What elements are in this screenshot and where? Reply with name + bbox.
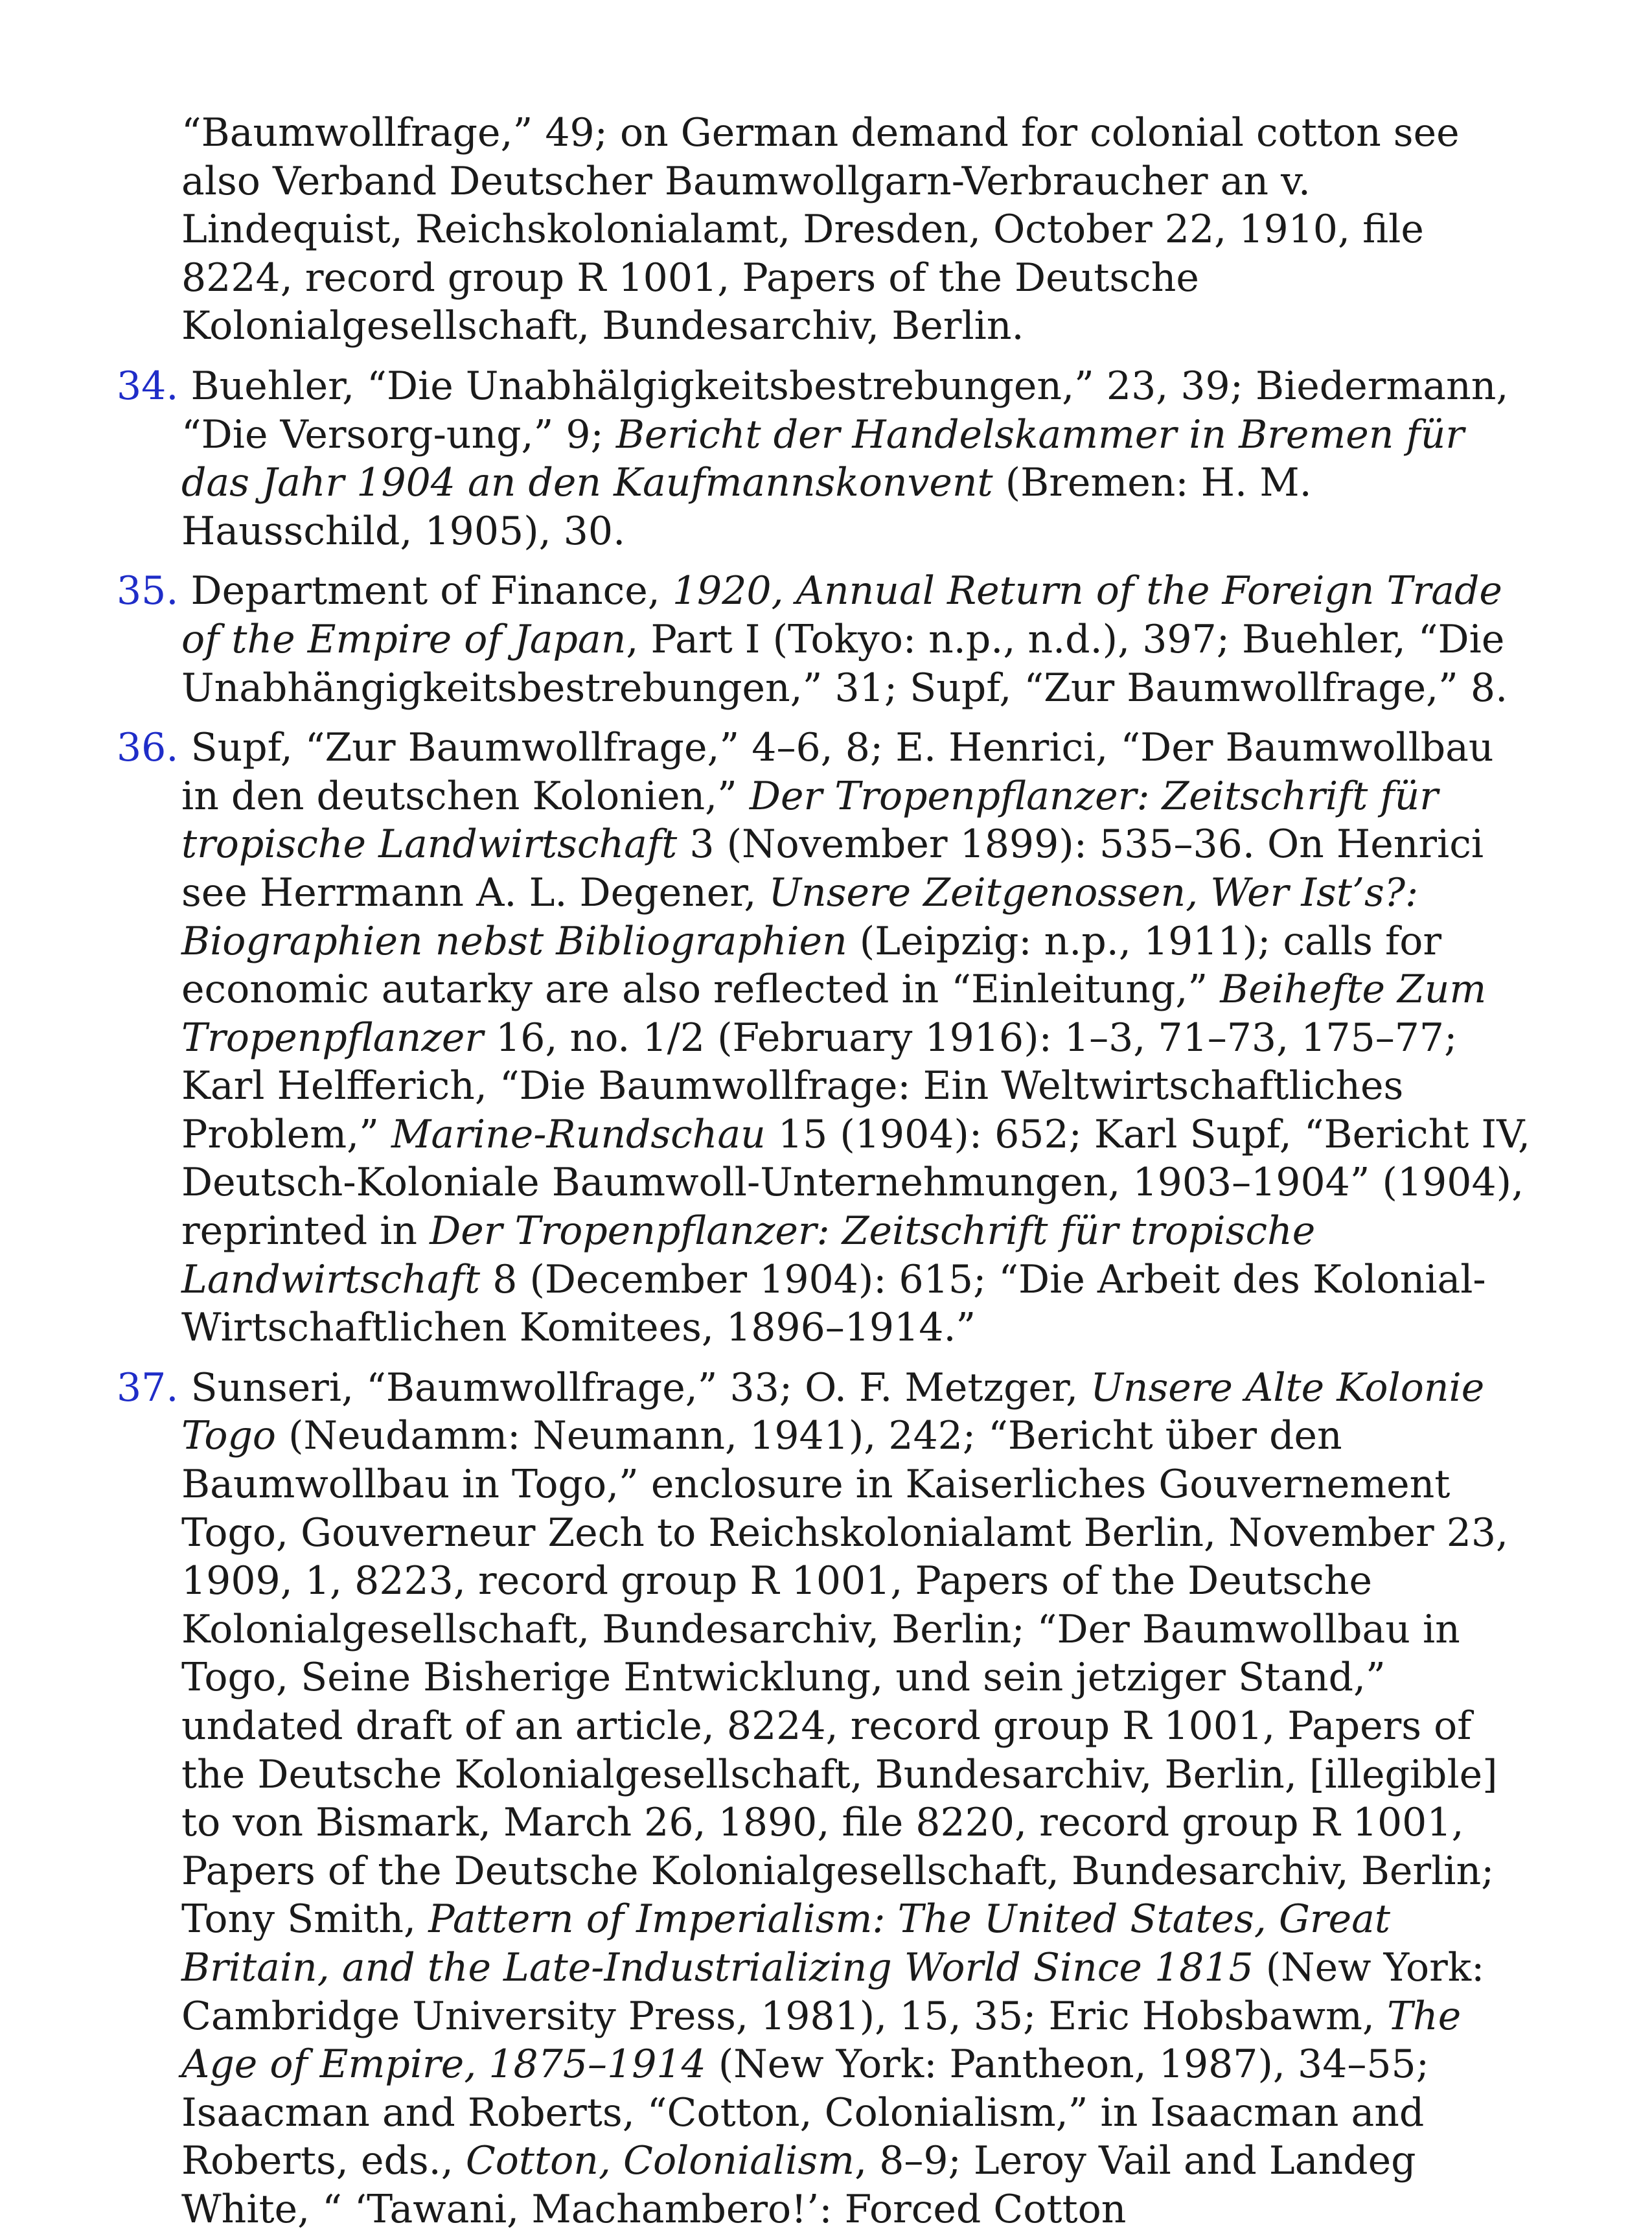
note-text: 3 (November 1899): 535–36. On Henrici see Herrmann A. L. Degener, [181,822,1484,915]
note-text: (New York: Pantheon, 1987), 34–55; Isaacman and Roberts, “Cotton, Colonialism,” in Isaacman and Roberts, eds., [181,2042,1429,2184]
endnote-35 [117,567,1535,712]
note-text: Supf, “Zur Baumwollfrage,” 4–6, 8; E. Henrici, “Der Baumwollbau in den deutschen Kolonien,” [178,725,1494,819]
note-italic-title: Der Tropenpflanzer: Zeitschrift für tropische Landwirtschaft [181,773,1438,868]
note-italic-title: Unsere Zeitgenossen, Wer Ist’s?: Biographien nebst Bibliographien [181,869,1419,964]
endnote-36 [117,724,1535,1352]
endnote-number-link[interactable]: 35. [117,568,179,614]
note-italic-title: Marine-Rundschau [391,1111,766,1157]
note-italic-title: Cotton, Colonialism [465,2138,855,2184]
note-text: 8 (December 1904): 615; “Die Arbeit des Kolonial-Wirtschaftlichen Komitees, 1896–1914.” [181,1256,1486,1351]
note-italic-title: 1920, Annual Return of the Foreign Trade of the Empire of Japan [181,568,1502,662]
note-text: (New York: Cambridge University Press, 1981), 15, 35; Eric Hobsbawm, [181,1944,1485,2039]
endnote-34 [117,362,1535,555]
note-text: Buehler, “Die Unabhälgigkeitsbestrebungen,” 23, 39; Biedermann, “Die Versorg-ung,” 9; [178,363,1509,457]
note-text: 15 (1904): 652; Karl Supf, “Bericht IV, Deutsch-Koloniale Baumwoll-Unternehmungen, 1903–1904” (1904), reprinted in [181,1111,1531,1254]
note-italic-title: Pattern of Imperialism: The United States, Great Britain, and the Late-Industrializing World Since 1815 [181,1896,1390,1990]
note-italic-title: Der Tropenpflanzer: Zeitschrift für tropische Landwirtschaft [181,1208,1316,1302]
note-text: , Part I (Tokyo: n.p., n.d.), 397; Buehler, “Die Unabhängigkeitsbestrebungen,” 31; Supf, “Zur Baumwollfrage,” 8. [181,616,1508,711]
note-text: , 8–9; Leroy Vail and Landeg White, “ ‘Tawani, Machambero!’: Forced Cotton [181,2138,1416,2232]
note-italic-title: Unsere Alte Kolonie Togo [181,1365,1485,1459]
note-italic-title: The Age of Empire, 1875–1914 [181,1993,1462,2088]
endnote-number-link[interactable]: 37. [117,1365,179,1411]
endnote-number-link[interactable]: 36. [117,725,179,771]
note-text: (Neudamm: Neumann, 1941), 242; “Bericht über den Baumwollbau in Togo,” enclosure in Kaiserliches Gouvernement Togo, Gouverneur Zech to Reichskolonialamt Berlin, November 23, 1909, 1, 8223, record group R 1001, Papers of the Deutsche Kolonialgesellschaft, Bundesarchiv, Berlin; “Der Baumwollbau in Togo, Seine Bisherige Entwicklung, und sein jetziger Stand,” undated draft of an article, 8224, record group R 1001, Papers of the Deutsche Kolonialgesellschaft, Bundesarchiv, Berlin, [illegible] to von Bismark, March 26, 1890, file 8220, record group R 1001, Papers of the Deutsche Kolonialgesellschaft, Bundesarchiv, Berlin; Tony Smith, [181,1413,1509,1942]
note-text: 16, no. 1/2 (February 1916): 1–3, 71–73, 175–77; Karl Helfferich, “Die Baumwollfrage: Ein Weltwirtschaftliches Problem,” [181,1015,1458,1157]
note-italic-title: Beihefte Zum Tropenpflanzer [181,967,1487,1061]
note-text: (Bremen: H. M. Hausschild, 1905), 30. [181,460,1312,554]
endnote-continuation [117,109,1535,351]
note-italic-title: Bericht der Handelskammer in Bremen für das Jahr 1904 an den Kaufmannskonvent [181,411,1465,506]
endnotes-page [117,109,1535,2234]
note-text: (Leipzig: n.p., 1911); calls for economic autarky are also reflected in “Einleitung,” [181,918,1442,1013]
endnote-number-link[interactable]: 34. [117,363,179,409]
note-text: Department of Finance, [178,568,672,614]
endnote-37 [117,1364,1535,2234]
note-text: Sunseri, “Baumwollfrage,” 33; O. F. Metzger, [178,1365,1091,1411]
note-text: “Baumwollfrage,” 49; on German demand for colonial cotton see also Verband Deutscher Baumwollgarn-Verbraucher an v. Lindequist, Reichskolonialamt, Dresden, October 22, 1910, file 8224, record group R 1001, Papers of the Deutsche Kolonialgesellschaft, Bundesarchiv, Berlin. [181,110,1460,349]
